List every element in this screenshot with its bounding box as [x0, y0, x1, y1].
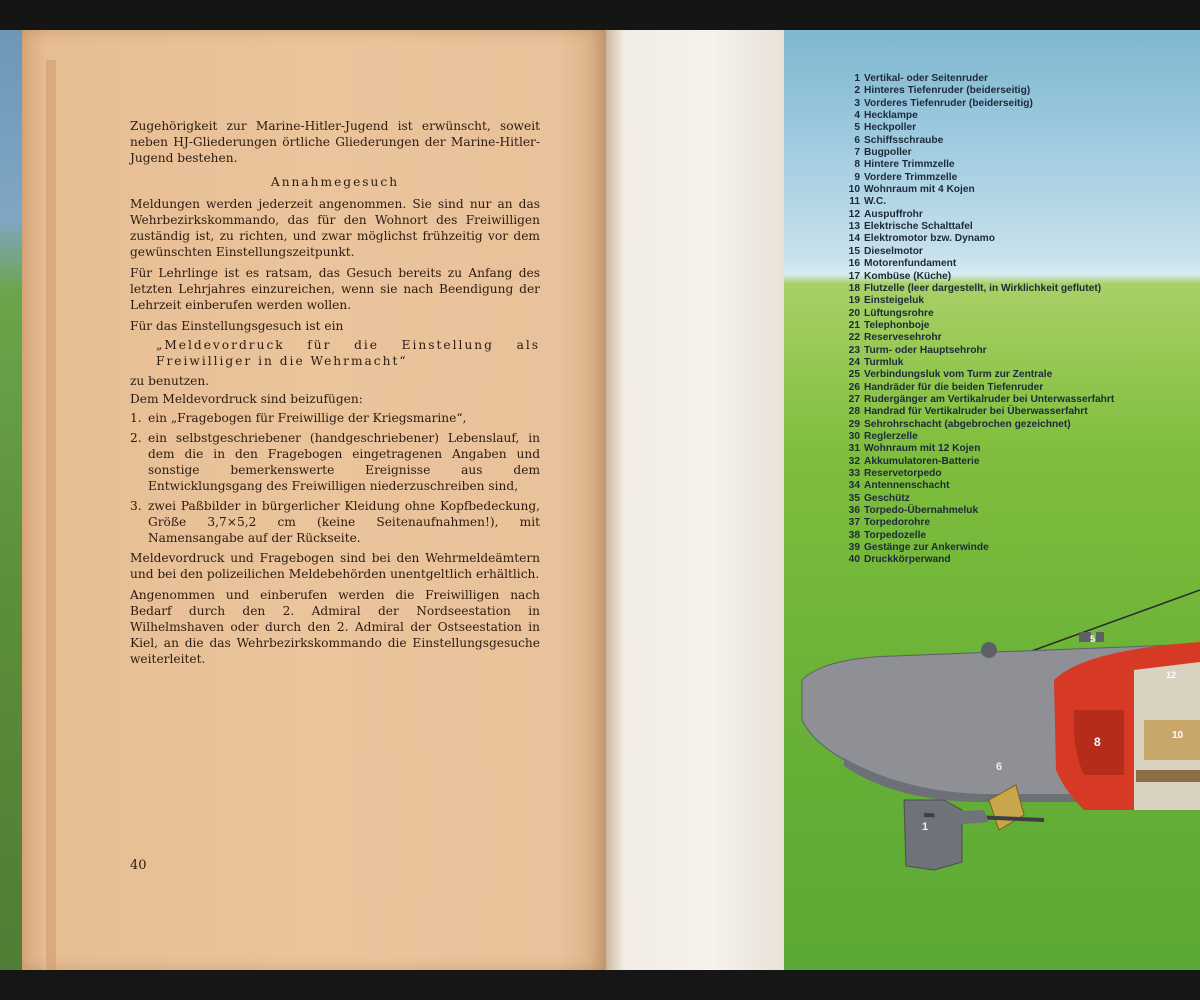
- legend-item-number: 27: [848, 393, 860, 405]
- legend-item-label: Lüftungsrohre: [864, 307, 934, 319]
- list-item-number: 1.: [130, 411, 142, 425]
- list-item: [130, 430, 540, 494]
- legend-item-number: 34: [848, 480, 860, 492]
- legend-item-number: 30: [848, 430, 860, 442]
- label-rudder: 1: [922, 821, 929, 833]
- legend-item-label: Flutzelle (leer dargestellt, in Wirklichkeit geflutet): [864, 282, 1102, 294]
- form-title-quote: „Meldevordruck für die Einstellung als Freiwilliger in die Wehrmacht“: [156, 338, 540, 368]
- rudder-shape: [904, 800, 962, 870]
- legend-item-label: Heckpoller: [864, 122, 917, 134]
- legend-item-label: Reservetorpedo: [864, 468, 942, 479]
- legend-item-label: Sehrohrschacht (abgebrochen gezeichnet): [864, 418, 1071, 430]
- legend-item-label: Antennenschacht: [864, 480, 950, 492]
- legend-item-number: 4: [854, 110, 860, 122]
- legend-item-label: Telephonboje: [864, 319, 930, 331]
- legend-item-number: 24: [848, 356, 860, 368]
- list-item-text: ein „Fragebogen für Freiwillige der Kriegsmarine“,: [148, 411, 467, 425]
- legend-item-label: Torpedozelle: [864, 529, 927, 541]
- legend-item-label: Kombüse (Küche): [864, 270, 952, 282]
- legend-item-label: Hinteres Tiefenruder (beiderseitig): [864, 85, 1031, 97]
- legend-item-number: 22: [848, 332, 860, 344]
- list-item-text: zwei Paßbilder in bürgerlicher Kleidung ohne Kopfbedeckung, Größe 3,7×5,2 cm (keine Seitenaufnahmen!), mit Namensangabe auf der Rückseite.: [148, 499, 540, 545]
- legend-item-number: 38: [848, 529, 860, 541]
- legend-item-number: 2: [854, 85, 860, 97]
- legend-item-label: Reglerzelle: [864, 430, 918, 442]
- legend-item-label: Bugpoller: [864, 147, 912, 159]
- legend-item-label: Einsteigeluk: [864, 295, 925, 307]
- paragraph-7: Angenommen und einberufen werden die Freiwilligen nach Bedarf durch den 2. Admiral der Nordseestation in Wilhelmshaven oder durch den 2. Admiral der Ostseestation in Kiel, an die das Wehrbezirkskommando die Einstellungsgesuche weiterleitet.: [130, 588, 540, 666]
- legend-item-number: 11: [849, 196, 860, 208]
- legend-item-number: 33: [848, 468, 860, 479]
- legend-item-number: 23: [848, 344, 860, 356]
- legend-item-label: Turm- oder Hauptsehrohr: [864, 344, 987, 356]
- legend-item-label: Rudergänger am Vertikalruder bei Unterwasserfahrt: [864, 393, 1115, 405]
- legend-item-number: 36: [848, 505, 860, 517]
- legend-item-label: Elektrische Schalttafel: [864, 221, 973, 233]
- legend-item-number: 26: [848, 381, 860, 393]
- legend-item-number: 12: [848, 208, 860, 220]
- legend-item-number: 31: [848, 443, 860, 455]
- bottom-shadow: [0, 970, 1200, 1000]
- legend-item-label: W.C.: [864, 196, 887, 208]
- legend-item-label: Hecklampe: [864, 110, 918, 122]
- top-shadow: [0, 0, 1200, 30]
- list-item-text: ein selbstgeschriebener (handgeschriebener) Lebenslauf, in dem die in den Fragebogen eingetragenen Angaben und sonstige bemerkenswerte Ereignisse aus dem Entwicklungsgang des Freiwilligen niederzuschreiben sind,: [148, 431, 540, 493]
- page-edge: [46, 60, 56, 1000]
- label-trim: 8: [1094, 735, 1101, 749]
- legend-item-number: 28: [848, 406, 860, 418]
- legend-item-label: Handrad für Vertikalruder bei Überwasserfahrt: [864, 406, 1088, 418]
- legend-item-number: 10: [848, 184, 860, 196]
- legend-item-number: 37: [848, 517, 860, 529]
- legend-item-number: 1: [854, 73, 860, 84]
- label-room: 10: [1172, 730, 1184, 741]
- submarine-cutaway-illustration: [784, 30, 1200, 970]
- legend-item-label: Turmluk: [864, 356, 904, 368]
- intro-paragraph: Zugehörigkeit zur Marine-Hitler-Jugend ist erwünscht, soweit neben HJ-Gliederungen örtliche Gliederungen der Marine-Hitler-Jugend bestehen.: [130, 119, 540, 165]
- legend-item-label: Druckkörperwand: [864, 554, 951, 566]
- legend-item-number: 40: [848, 554, 860, 566]
- legend-item-number: 18: [848, 282, 860, 294]
- section-heading: Annahmegesuch: [270, 175, 400, 189]
- legend-item-number: 21: [848, 319, 860, 331]
- legend-item-number: 35: [848, 492, 860, 504]
- legend-item-number: 15: [848, 245, 860, 257]
- poller-2: [1096, 632, 1104, 642]
- paragraph-3: Für das Einstellungsgesuch ist ein: [130, 319, 344, 333]
- legend-item-label: Verbindungsluk vom Turm zur Zentrale: [864, 369, 1053, 381]
- paragraph-6: Meldevordruck und Fragebogen sind bei den Wehrmeldeämtern und bei den polizeilichen Meldebehörden unentgeltlich erhältlich.: [130, 551, 540, 581]
- legend-item-label: Motorenfundament: [864, 258, 957, 270]
- depth-rudder: [934, 810, 989, 826]
- legend-item-number: 25: [848, 369, 860, 381]
- list-item: [130, 410, 540, 426]
- label-poller: 5: [1090, 634, 1096, 644]
- list-item: [130, 498, 540, 546]
- legend-item-number: 3: [854, 97, 860, 109]
- legend-item-label: Reservesehrohr: [864, 332, 942, 344]
- legend-item-number: 5: [854, 122, 860, 134]
- legend-item-number: 8: [854, 159, 860, 171]
- legend-item-label: Vordere Trimmzelle: [864, 171, 958, 183]
- legend-item-label: Wohnraum mit 4 Kojen: [864, 184, 975, 196]
- legend-item-number: 29: [848, 418, 860, 430]
- legend-item-label: Vertikal- oder Seitenruder: [864, 73, 988, 84]
- legend-item-label: Elektromotor bzw. Dynamo: [864, 233, 995, 245]
- book-cover-edge: [0, 30, 24, 970]
- legend-item-label: Vorderes Tiefenruder (beiderseitig): [864, 97, 1033, 109]
- legend-item-number: 6: [854, 134, 860, 146]
- legend-item-label: Hintere Trimmzelle: [864, 159, 955, 171]
- left-page-text: [130, 118, 540, 672]
- legend-item-number: 32: [848, 455, 860, 467]
- legend-item-label: Torpedorohre: [864, 517, 931, 529]
- legend-item-number: 20: [848, 307, 860, 319]
- paragraph-4: zu benutzen.: [130, 374, 210, 388]
- list-item-number: 2.: [130, 431, 142, 445]
- legend-item-number: 17: [848, 270, 860, 282]
- legend-item-label: Schiffsschraube: [864, 134, 944, 146]
- label-exhaust: 12: [1166, 670, 1177, 680]
- legend-item-number: 39: [848, 542, 860, 554]
- blank-facing-page: [606, 30, 784, 970]
- interior-floor: [1136, 770, 1200, 782]
- legend-item-number: 13: [848, 221, 860, 233]
- legend-item-label: Torpedo-Übernahmeluk: [864, 505, 979, 517]
- submarine-plate: [784, 30, 1200, 970]
- paragraph-2: Für Lehrlinge ist es ratsam, das Gesuch bereits zu Anfang des letzten Lehrjahres einzureichen, wenn sie nach Beendigung der Lehrzeit einberufen werden wollen.: [130, 266, 540, 312]
- legend-item-label: Akkumulatoren-Batterie: [864, 455, 980, 467]
- stern-lamp: [981, 642, 997, 658]
- label-propeller: 6: [996, 761, 1003, 773]
- list-item-number: 3.: [130, 499, 142, 513]
- legend-item-label: Handräder für die beiden Tiefenruder: [864, 381, 1044, 393]
- legend-item-number: 14: [848, 233, 860, 245]
- legend-item-number: 7: [854, 147, 860, 159]
- paragraph-1: Meldungen werden jederzeit angenommen. Sie sind nur an das Wehrbezirkskommando, das für den Wohnort des Freiwilligen zuständig ist, zu richten, und zwar möglichst frühzeitig vor dem gewünschten Einstellungszeitpunkt.: [130, 197, 540, 259]
- legend-item-number: 16: [848, 258, 860, 270]
- page-number: 40: [130, 858, 147, 873]
- legend-item-number: 19: [848, 295, 860, 307]
- legend-item-number: 9: [854, 171, 860, 183]
- legend-item-label: Dieselmotor: [864, 245, 923, 257]
- paragraph-5: Dem Meldevordruck sind beizufügen:: [130, 392, 363, 406]
- legend-item-label: Gestänge zur Ankerwinde: [864, 542, 989, 554]
- legend-item-label: Geschütz: [864, 492, 910, 504]
- legend-item-label: Auspuffrohr: [864, 208, 923, 220]
- legend-item-label: Wohnraum mit 12 Kojen: [864, 443, 981, 455]
